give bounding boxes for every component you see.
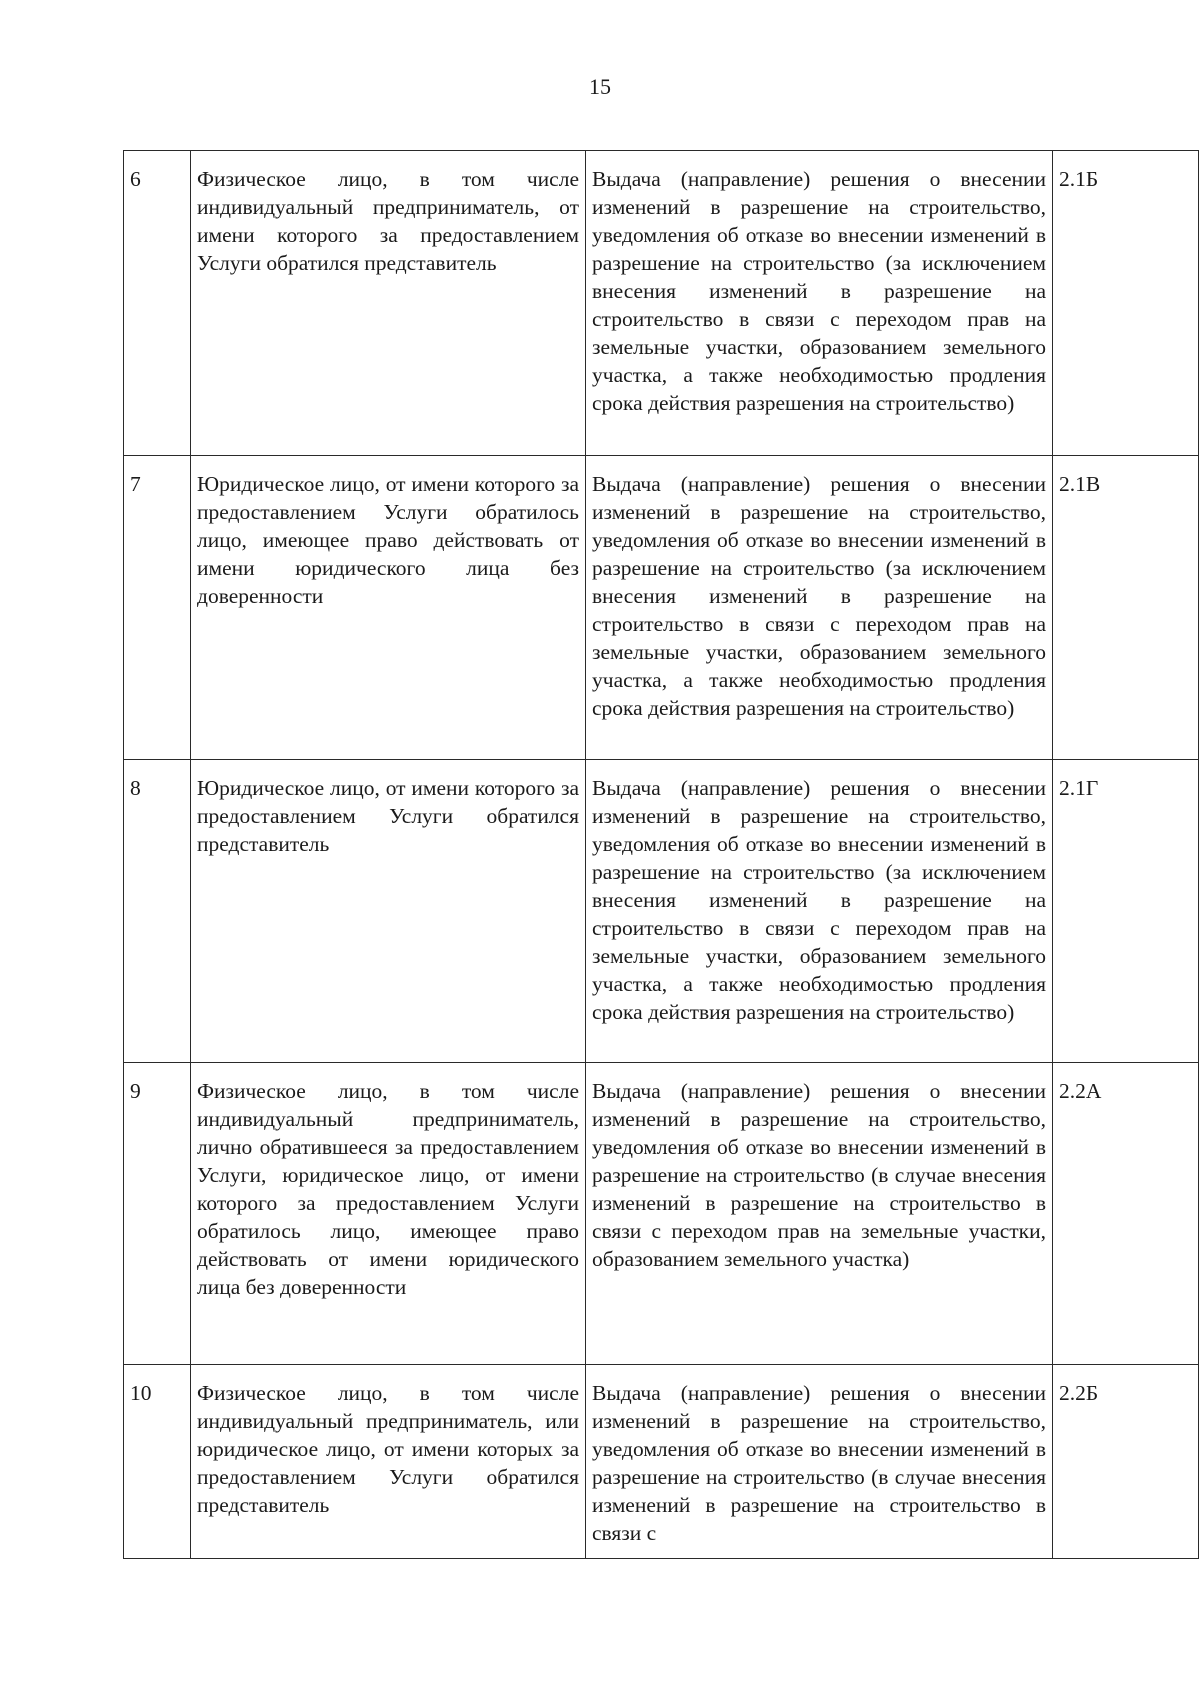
result-cell: Выдача (направление) решения о внесении изменений в разрешение на строительство, уведомления об отказе во внесении изменений в разрешение на строительство (за исключением внесения изменений в разрешение на строительство в связи с переходом прав на земельные участки, образованием земельного участка, а также необходимостью продления срока действия разрешения на строительство)	[586, 151, 1053, 456]
result-cell: Выдача (направление) решения о внесении изменений в разрешение на строительство, уведомления об отказе во внесении изменений в разрешение на строительство (в случае внесения изменений в разрешение на строительство в связи с	[586, 1365, 1053, 1559]
row-number: 6	[124, 151, 191, 456]
row-number: 9	[124, 1063, 191, 1365]
variant-code-cell: 2.1В	[1053, 456, 1199, 760]
result-cell: Выдача (направление) решения о внесении изменений в разрешение на строительство, уведомления об отказе во внесении изменений в разрешение на строительство (за исключением внесения изменений в разрешение на строительство в связи с переходом прав на земельные участки, образованием земельного участка, а также необходимостью продления срока действия разрешения на строительство)	[586, 456, 1053, 760]
applicant-cell: Юридическое лицо, от имени которого за предоставлением Услуги обратилось лицо, имеющее право действовать от имени юридического лица без доверенности	[191, 456, 586, 760]
result-cell: Выдача (направление) решения о внесении изменений в разрешение на строительство, уведомления об отказе во внесении изменений в разрешение на строительство (за исключением внесения изменений в разрешение на строительство в связи с переходом прав на земельные участки, образованием земельного участка, а также необходимостью продления срока действия разрешения на строительство)	[586, 760, 1053, 1063]
page-number: 15	[589, 74, 611, 99]
variant-code-cell: 2.2Б	[1053, 1365, 1199, 1559]
applicant-cell: Физическое лицо, в том числе индивидуальный предприниматель, лично обратившееся за предоставлением Услуги, юридическое лицо, от имени которого за предоставлением Услуги обратилось лицо, имеющее право действовать от имени юридического лица без доверенности	[191, 1063, 586, 1365]
table-row	[124, 760, 1199, 1063]
row-number: 8	[124, 760, 191, 1063]
table-row	[124, 1063, 1199, 1365]
table-row	[124, 151, 1199, 456]
table-row	[124, 456, 1199, 760]
variant-code-cell: 2.1Г	[1053, 760, 1199, 1063]
row-number: 7	[124, 456, 191, 760]
table-row	[124, 1365, 1199, 1559]
services-table	[123, 150, 1199, 1559]
result-cell: Выдача (направление) решения о внесении изменений в разрешение на строительство, уведомления об отказе во внесении изменений в разрешение на строительство (в случае внесения изменений в разрешение на строительство в связи с переходом прав на земельные участки, образованием земельного участка)	[586, 1063, 1053, 1365]
applicant-cell: Физическое лицо, в том числе индивидуальный предприниматель, от имени которого за предоставлением Услуги обратился представитель	[191, 151, 586, 456]
row-number: 10	[124, 1365, 191, 1559]
variant-code-cell: 2.1Б	[1053, 151, 1199, 456]
variant-code-cell: 2.2А	[1053, 1063, 1199, 1365]
applicant-cell: Физическое лицо, в том числе индивидуальный предприниматель, или юридическое лицо, от имени которых за предоставлением Услуги обратился представитель	[191, 1365, 586, 1559]
applicant-cell: Юридическое лицо, от имени которого за предоставлением Услуги обратился представитель	[191, 760, 586, 1063]
